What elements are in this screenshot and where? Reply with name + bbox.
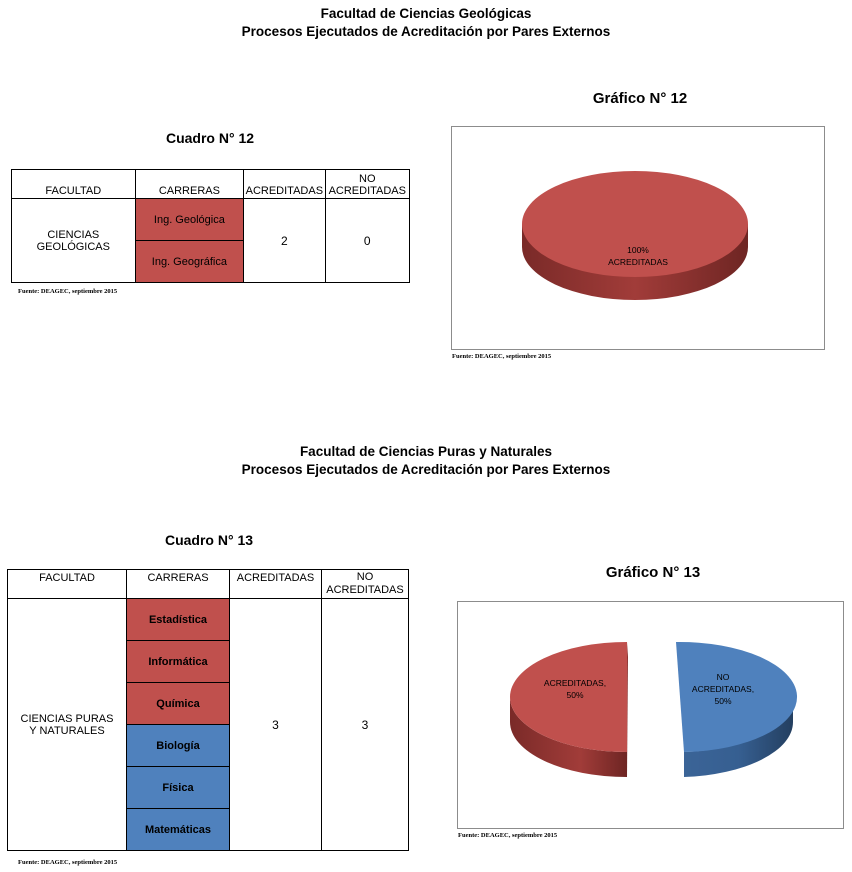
grafico-12-source: Fuente: DEAGEC, septiembre 2015	[452, 353, 552, 360]
carrera-cell: Informática	[127, 641, 230, 683]
pie-12-label-percent: 100%	[627, 245, 649, 255]
pie-13-label-acreditadas-name: ACREDITADAS,	[543, 678, 607, 688]
header-facultad: FACULTAD	[8, 570, 127, 599]
header-no-acreditadas: NO ACREDITADAS	[322, 570, 409, 599]
grafico-12-svg	[452, 127, 824, 349]
no-acreditadas-value: 0	[325, 199, 409, 283]
pie-13-label-no-line1: NO	[716, 672, 730, 682]
pie-12-label-name: ACREDITADAS	[608, 257, 668, 267]
carrera-cell: Ing. Geográfica	[135, 241, 244, 283]
cuadro-13-source: Fuente: DEAGEC, septiembre 2015	[18, 859, 118, 866]
grafico-13-source: Fuente: DEAGEC, septiembre 2015	[458, 832, 558, 839]
grafico-13-chart	[457, 601, 844, 829]
carrera-cell: Química	[127, 683, 230, 725]
header-acreditadas: ACREDITADAS	[244, 170, 325, 199]
facultad-cell: CIENCIAS GEOLÓGICAS	[12, 199, 136, 283]
pie-13-label-no-line2: ACREDITADAS,	[691, 684, 755, 694]
grafico-12-caption: Gráfico N° 12	[592, 90, 688, 107]
cuadro-13-caption: Cuadro N° 13	[164, 532, 254, 548]
acreditadas-value: 2	[244, 199, 325, 283]
section2-title	[0, 443, 852, 479]
section2-title-line1: Facultad de Ciencias Puras y Naturales	[299, 444, 553, 459]
carrera-cell: Física	[127, 767, 230, 809]
grafico-12-chart	[451, 126, 825, 350]
carrera-cell: Ing. Geológica	[135, 199, 244, 241]
no-acreditadas-value: 3	[322, 599, 409, 851]
pie-13-label-no-percent: 50%	[714, 696, 732, 706]
section1-title-line2: Procesos Ejecutados de Acreditación por Pares Externos	[241, 24, 611, 39]
pie-13-label-acreditadas-percent: 50%	[566, 690, 584, 700]
header-carreras: CARRERAS	[135, 170, 244, 199]
cuadro-12-caption: Cuadro N° 12	[165, 130, 255, 146]
carrera-cell: Estadística	[127, 599, 230, 641]
section1-title	[0, 5, 852, 41]
acreditadas-value: 3	[230, 599, 322, 851]
cuadro-12-source: Fuente: DEAGEC, septiembre 2015	[18, 288, 118, 295]
carrera-cell: Matemáticas	[127, 809, 230, 851]
header-carreras: CARRERAS	[127, 570, 230, 599]
section2-title-line2: Procesos Ejecutados de Acreditación por Pares Externos	[241, 462, 611, 477]
grafico-13-svg	[458, 602, 843, 828]
header-no-acreditadas: NO ACREDITADAS	[325, 170, 409, 199]
cuadro-13-table	[7, 569, 409, 851]
cuadro-12-table	[11, 169, 410, 283]
facultad-cell: CIENCIAS PURAS Y NATURALES	[8, 599, 127, 851]
header-acreditadas: ACREDITADAS	[230, 570, 322, 599]
header-facultad: FACULTAD	[12, 170, 136, 199]
grafico-13-caption: Gráfico N° 13	[605, 564, 701, 581]
pie-13-edge-acreditadas	[627, 642, 628, 777]
carrera-cell: Biología	[127, 725, 230, 767]
section1-title-line1: Facultad de Ciencias Geológicas	[320, 6, 532, 21]
